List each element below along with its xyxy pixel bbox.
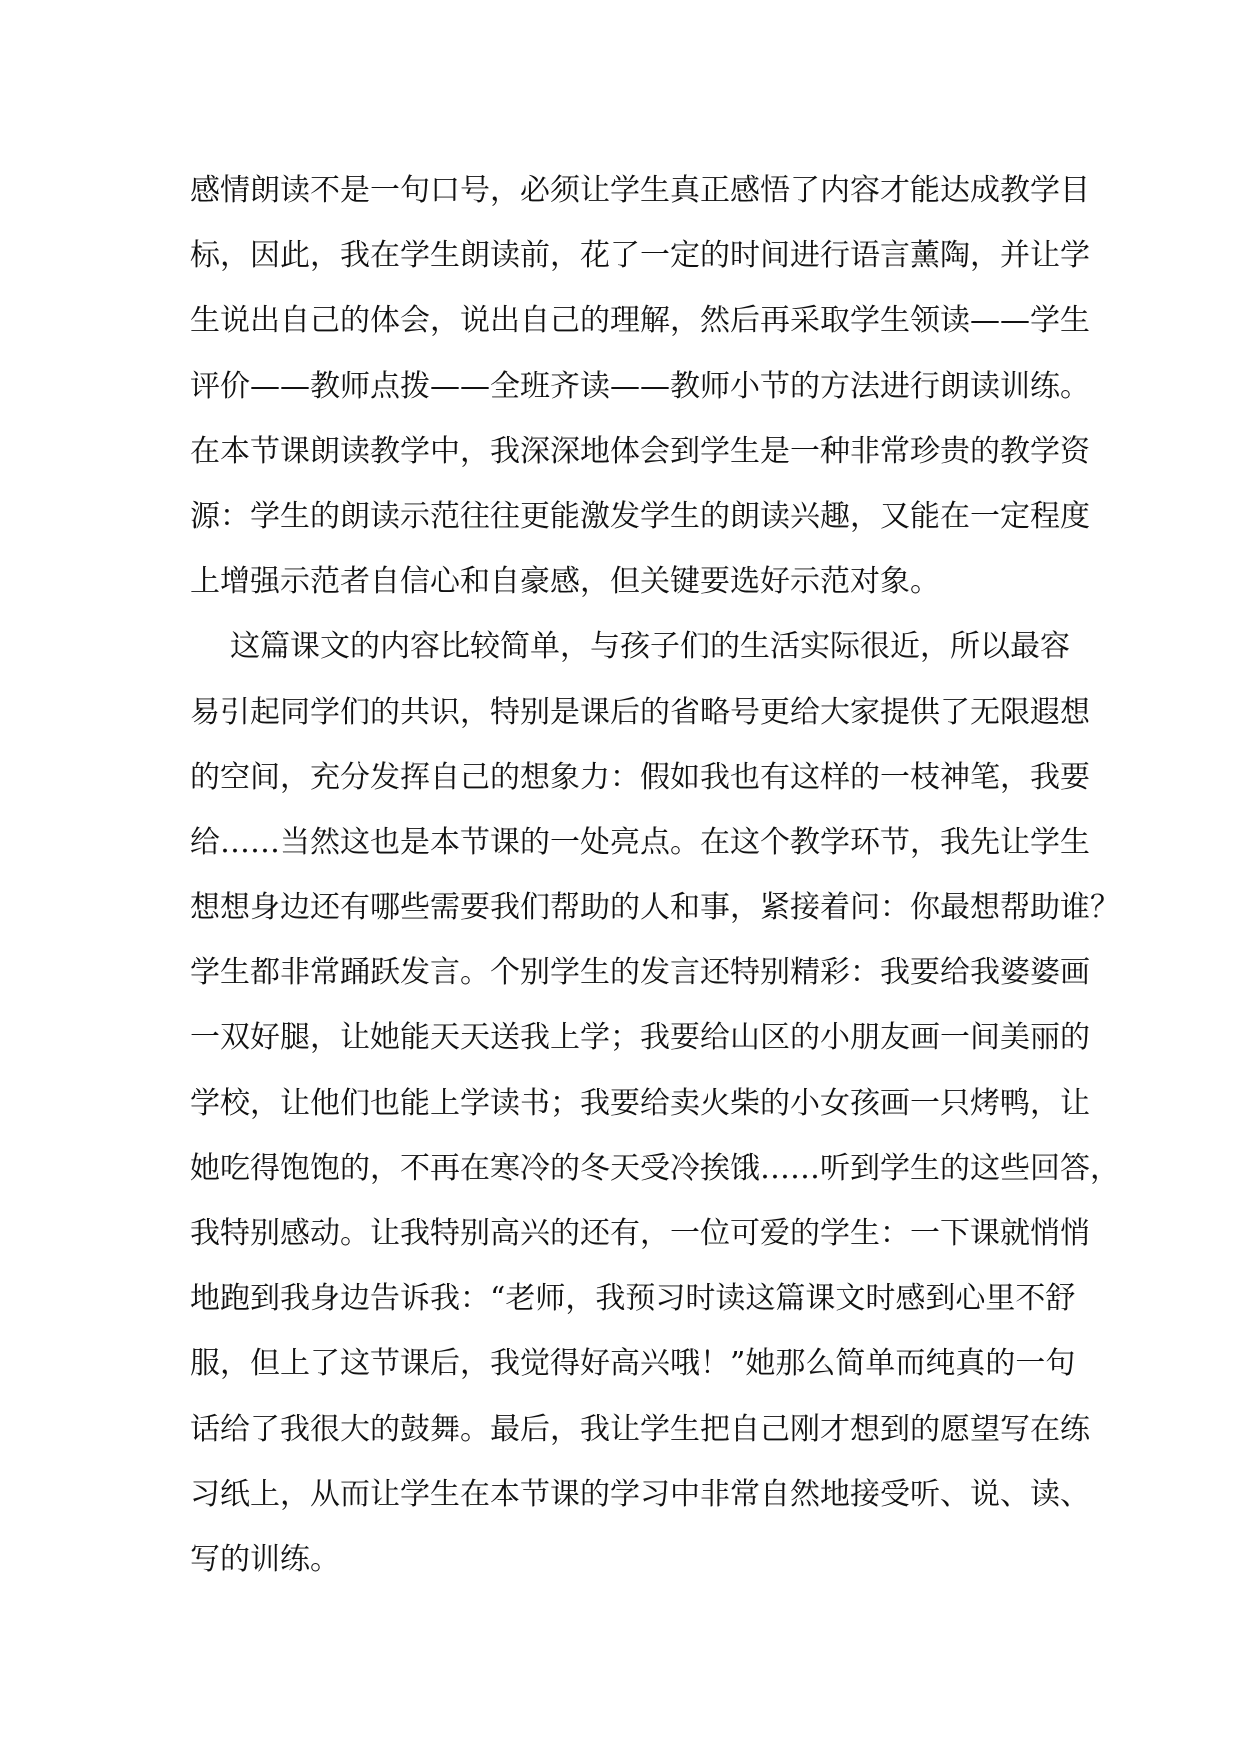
text-line: 上增强示范者自信心和自豪感，但关键要选好示范对象。 — [190, 564, 940, 600]
text-line: 易引起同学们的共识，特别是课后的省略号更给大家提供了无限遐想 — [190, 694, 1090, 730]
text-line: 感情朗读不是一句口号，必须让学生真正感悟了内容才能达成教学目 — [190, 173, 1090, 208]
text-line: 生说出自己的体会，说出自己的理解，然后再采取学生领读——学生 — [190, 303, 1090, 339]
text-line: 话给了我很大的鼓舞。最后，我让学生把自己刚才想到的愿望写在练 — [190, 1411, 1090, 1447]
text-line: 标，因此，我在学生朗读前，花了一定的时间进行语言薰陶，并让学 — [190, 238, 1090, 274]
text-line: 习纸上，从而让学生在本节课的学习中非常自然地接受听、说、读、 — [190, 1476, 1090, 1512]
text-line: 源：学生的朗读示范往往更能激发学生的朗读兴趣，又能在一定程度 — [190, 498, 1090, 534]
text-line: 服，但上了这节课后，我觉得好高兴哦！”她那么简单而纯真的一句 — [190, 1346, 1076, 1382]
text-line: 学校，让他们也能上学读书；我要给卖火柴的小女孩画一只烤鸭，让 — [190, 1085, 1090, 1121]
text-line: 她吃得饱饱的，不再在寒冷的冬天受冷挨饿……听到学生的这些回答， — [190, 1150, 1120, 1186]
paragraph-start-line: 这篇课文的内容比较简单，与孩子们的生活实际很近，所以最容 — [230, 629, 1070, 665]
text-line: 给……当然这也是本节课的一处亮点。在这个教学环节，我先让学生 — [190, 824, 1090, 860]
text-line: 想想身边还有哪些需要我们帮助的人和事，紧接着问：你最想帮助谁？ — [190, 890, 1120, 926]
text-line: 地跑到我身边告诉我：“老师，我预习时读这篇课文时感到心里不舒 — [190, 1281, 1076, 1317]
text-line: 的空间，充分发挥自己的想象力：假如我也有这样的一枝神笔，我要 — [190, 759, 1090, 795]
body-text — [190, 158, 1120, 1592]
text-line: 学生都非常踊跃发言。个别学生的发言还特别精彩：我要给我婆婆画 — [190, 955, 1090, 991]
text-line: 一双好腿，让她能天天送我上学；我要给山区的小朋友画一间美丽的 — [190, 1020, 1090, 1056]
text-line: 我特别感动。让我特别高兴的还有，一位可爱的学生：一下课就悄悄 — [190, 1216, 1090, 1251]
text-line: 评价——教师点拨——全班齐读——教师小节的方法进行朗读训练。 — [190, 368, 1090, 404]
text-line: 在本节课朗读教学中，我深深地体会到学生是一种非常珍贵的教学资 — [190, 433, 1090, 469]
text-line: 写的训练。 — [190, 1541, 340, 1577]
